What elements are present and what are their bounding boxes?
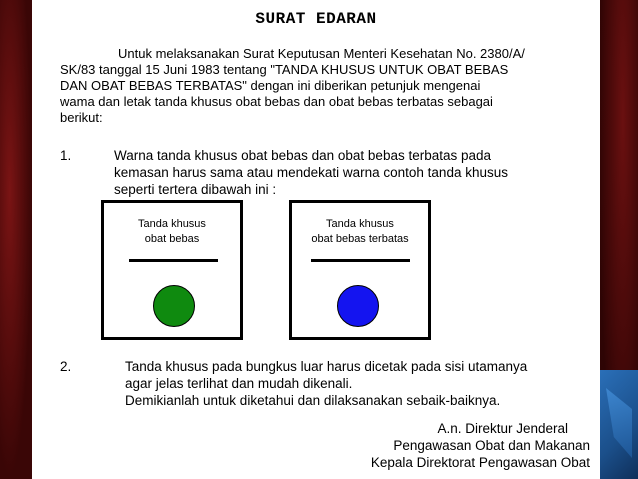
intro-line: SK/83 tanggal 15 Juni 1983 tentang "TANDA KHUSUS UNTUK OBAT BEBAS (60, 62, 509, 77)
item-2-line: agar jelas terlihat dan mudah dikenali. (125, 376, 353, 391)
label-line: Tanda khusus (138, 218, 206, 230)
box-obat-bebas-label (104, 217, 240, 247)
intro-line: DAN OBAT BEBAS TERBATAS" dengan ini diberikan petunjuk mengenai (60, 78, 481, 93)
item-1-text (114, 147, 584, 198)
box-obat-bebas-terbatas-label (292, 217, 428, 247)
blue-circle-icon (337, 285, 379, 327)
green-circle-icon (153, 285, 195, 327)
label-line: Tanda khusus (326, 218, 394, 230)
document-page (32, 0, 600, 479)
signature-block (371, 420, 590, 471)
background-left (0, 0, 32, 479)
intro-line: wama dan letak tanda khusus obat bebas dan obat bebas terbatas sebagai (60, 94, 493, 109)
box-obat-bebas-terbatas (289, 200, 431, 340)
item-1-line: Warna tanda khusus obat bebas dan obat bebas terbatas pada (114, 148, 492, 163)
label-line: obat bebas (144, 233, 200, 245)
signature-line: Kepala Direktorat Pengawasan Obat (370, 455, 590, 470)
item-1-number: 1. (60, 148, 72, 163)
signature-line: A.n. Direktur Jenderal (437, 421, 568, 436)
box-divider (129, 259, 218, 262)
label-line: obat bebas terbatas (311, 233, 409, 245)
item-2-text (125, 358, 595, 409)
intro-line: berikut: (60, 110, 103, 125)
blue-decoration (600, 370, 638, 479)
intro-paragraph (60, 46, 588, 126)
box-divider (311, 259, 410, 262)
item-2-line: Tanda khusus pada bungkus luar harus dicetak pada sisi utamanya (125, 359, 528, 374)
intro-line: Untuk melaksanakan Surat Keputusan Menteri Kesehatan No. 2380/A/ (118, 46, 525, 61)
box-obat-bebas (101, 200, 243, 340)
item-2-number: 2. (60, 359, 72, 374)
item-1-line: seperti tertera dibawah ini : (114, 182, 277, 197)
document-title: SURAT EDARAN (255, 10, 377, 28)
signature-line: Pengawasan Obat dan Makanan (393, 438, 590, 453)
item-1-line: kemasan harus sama atau mendekati warna contoh tanda khusus (114, 165, 508, 180)
item-2-line: Demikianlah untuk diketahui dan dilaksanakan sebaik-baiknya. (125, 393, 501, 408)
